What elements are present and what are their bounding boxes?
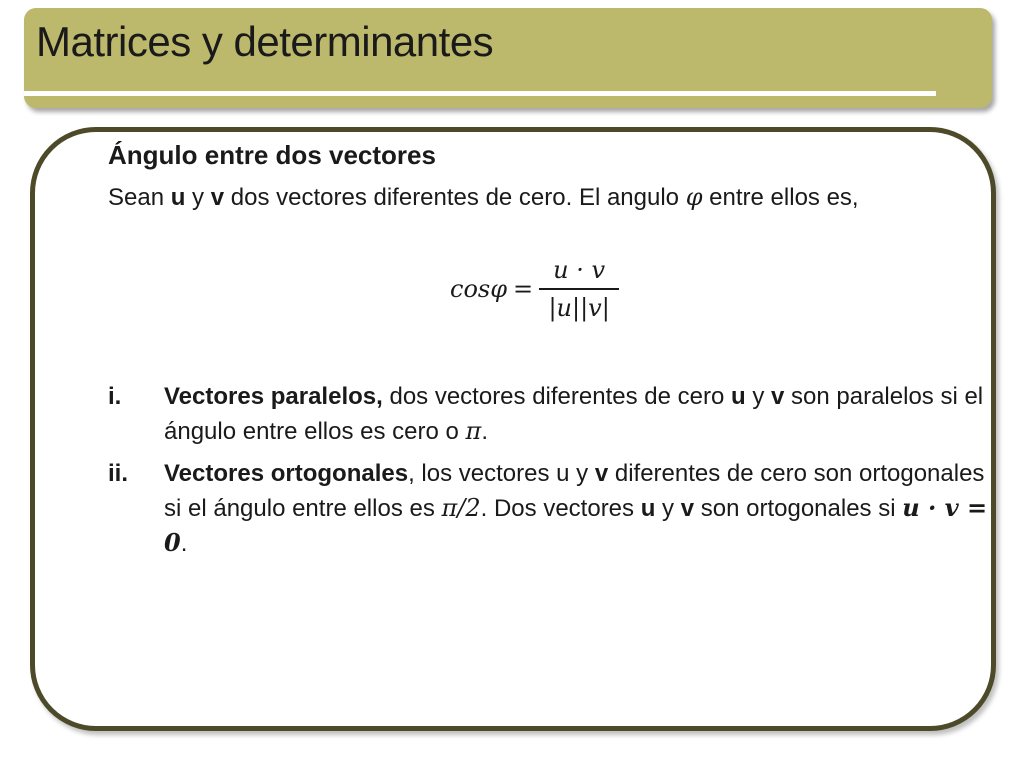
text-segment: diferentes de cero son ortogonales si el ángulo entre ellos es [164, 460, 985, 522]
list-item-text [164, 457, 988, 561]
formula-denominator: |u||v| [548, 294, 610, 322]
pi-symbol: π [465, 417, 482, 445]
text-segment: . [481, 418, 488, 445]
text-segment: . [180, 530, 188, 557]
vector-u: u [170, 184, 186, 211]
vector-v: v [594, 460, 609, 487]
text-segment: dos vectores diferentes de cero [382, 383, 731, 410]
text-segment: son ortogonales si [694, 495, 903, 522]
vector-v: v [210, 184, 225, 211]
intro-text-4: entre ellos es, [702, 184, 859, 211]
intro-text-1: Sean [108, 184, 171, 211]
angle-symbol: φ [685, 183, 703, 211]
pi-half-symbol: π/2 [441, 494, 481, 522]
vector-v: v [771, 383, 785, 410]
formula-lhs: cosφ [450, 275, 508, 303]
text-segment: y [655, 495, 681, 522]
list-marker: ii. [108, 460, 129, 487]
content-area [108, 138, 988, 215]
section-heading: Ángulo entre dos vectores [108, 140, 436, 170]
text-segment: , los vectores u y [408, 460, 595, 487]
vector-v: v [680, 495, 695, 522]
vector-u: u [730, 383, 746, 410]
formula-equals: = [513, 275, 534, 303]
list-item-parallel [108, 380, 988, 449]
vector-u: u [640, 495, 656, 522]
term-parallel: Vectores paralelos, [164, 383, 383, 410]
orthogonality-condition: u · v = 0 [164, 493, 988, 557]
intro-text-3: dos vectores diferentes de cero. El angulo [224, 184, 686, 211]
cosine-formula [450, 256, 619, 322]
title-underline [24, 91, 936, 96]
definitions-list [108, 380, 988, 569]
formula-numerator: u · v [553, 256, 606, 284]
list-marker: i. [108, 383, 122, 410]
text-segment: y [745, 383, 771, 410]
fraction-bar [539, 288, 619, 290]
text-segment: . Dos vectores [480, 495, 641, 522]
intro-paragraph [108, 180, 988, 215]
term-orthogonal: Vectores ortogonales [164, 460, 409, 487]
list-item-orthogonal [108, 457, 988, 561]
list-item-text [164, 380, 988, 449]
text-segment: son paralelos si el ángulo entre ellos es cero o [164, 383, 984, 445]
slide-title: Matrices y determinantes [36, 18, 494, 65]
intro-text-2: y [185, 184, 211, 211]
formula-fraction [539, 256, 619, 322]
